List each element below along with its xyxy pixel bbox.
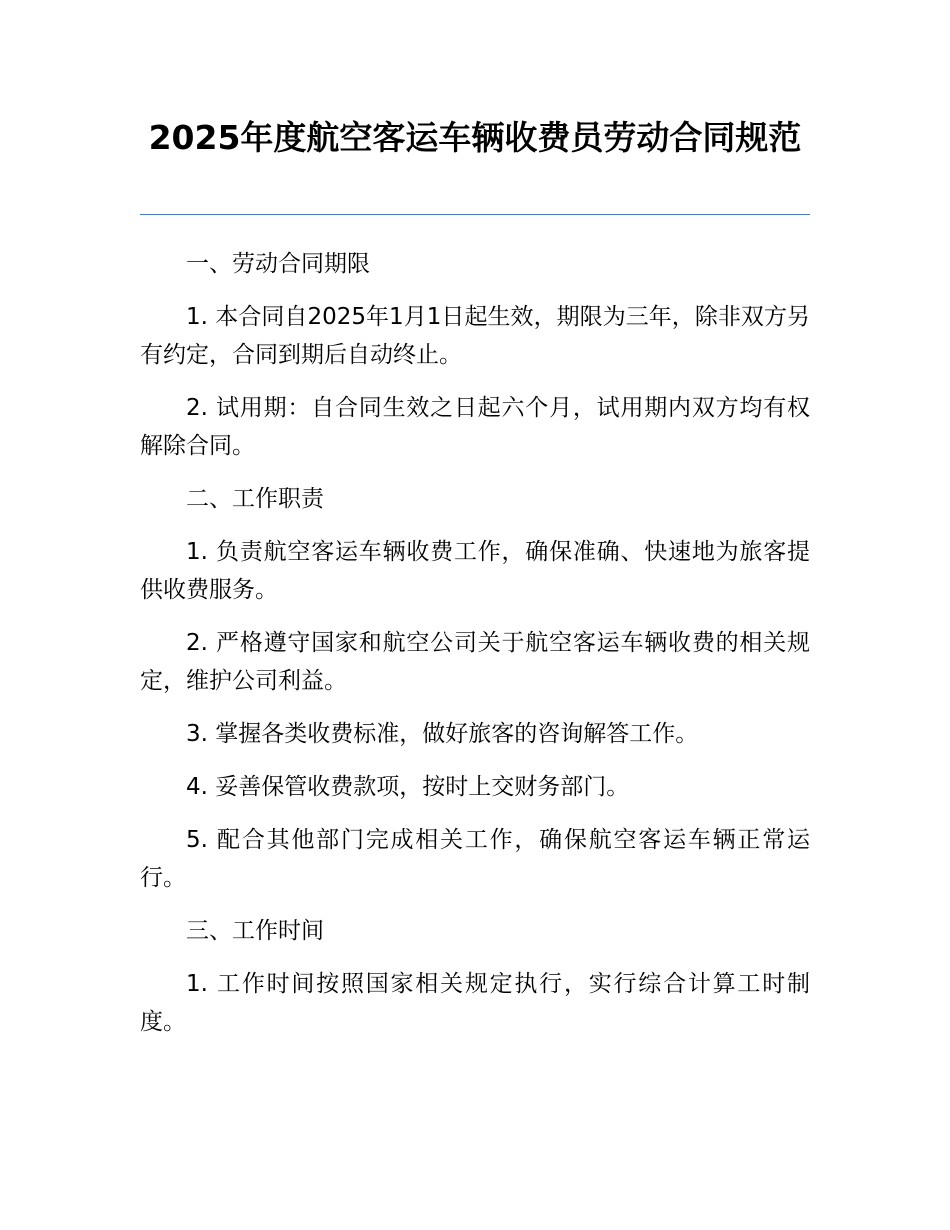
section-heading-duties: 二、工作职责: [186, 486, 324, 512]
paragraph-term-2: 2. 试用期：自合同生效之日起六个月，试用期内双方均有权解除合同。: [140, 395, 810, 459]
document-title: 2025年度航空客运车辆收费员劳动合同规范: [148, 118, 802, 157]
section-heading-hours: 三、工作时间: [186, 918, 324, 944]
section-heading-term: 一、劳动合同期限: [186, 251, 370, 277]
title-underline: [140, 214, 810, 215]
paragraph-duty-5: 5. 配合其他部门完成相关工作，确保航空客运车辆正常运行。: [140, 827, 810, 891]
document-body: [140, 245, 810, 1056]
paragraph-term-1: 1. 本合同自2025年1月1日起生效，期限为三年，除非双方另有约定，合同到期后自动终止。: [140, 304, 810, 368]
paragraph-hours-1: 1. 工作时间按照国家相关规定执行，实行综合计算工时制度。: [140, 971, 810, 1035]
paragraph-duty-4: 4. 妥善保管收费款项，按时上交财务部门。: [186, 774, 630, 800]
paragraph-duty-3: 3. 掌握各类收费标准，做好旅客的咨询解答工作。: [186, 721, 699, 747]
paragraph-duty-1: 1. 负责航空客运车辆收费工作，确保准确、快速地为旅客提供收费服务。: [140, 539, 810, 603]
paragraph-duty-2: 2. 严格遵守国家和航空公司关于航空客运车辆收费的相关规定，维护公司利益。: [140, 630, 810, 694]
